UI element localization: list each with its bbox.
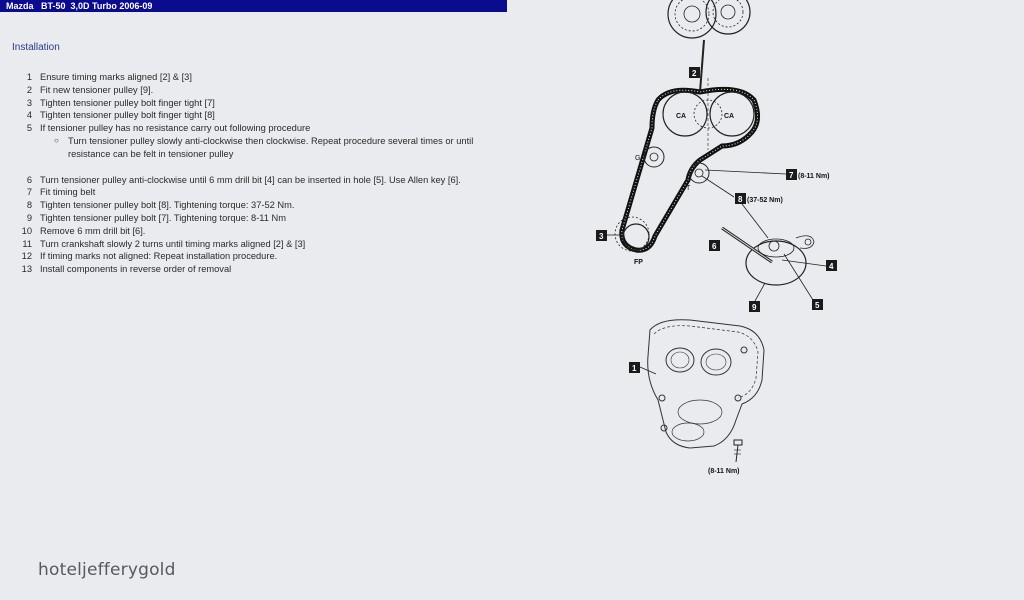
circle-bullet-icon: ○ [54, 135, 59, 145]
list-spacer [18, 161, 498, 174]
step-number: 8 [26, 200, 32, 211]
substep-item [18, 135, 498, 161]
bolt-7-torque: (8-11 Nm) [798, 173, 830, 180]
callout-7-leader [705, 170, 786, 174]
crank-pulley-label: FP [634, 259, 643, 266]
step-text: Turn tensioner pulley anti-clockwise until 6 mm drill bit [4] can be inserted in hole [5]. Use Allen key [6]. [40, 174, 461, 185]
step-text: If timing marks not aligned: Repeat installation procedure. [40, 251, 278, 262]
step-text: Ensure timing marks aligned [2] & [3] [40, 72, 192, 82]
step-item [18, 212, 498, 225]
callout-2-label: 2 [692, 69, 697, 78]
tensioner-detail-drawing [722, 228, 814, 285]
installation-steps [18, 71, 498, 276]
pump-bolt-torque: (8-11 Nm) [708, 468, 740, 475]
section-heading: Installation [12, 42, 60, 53]
top-sprockets-drawing [668, 0, 750, 92]
cam-left-label: CA [676, 113, 687, 120]
callout-1-label: 1 [632, 364, 637, 373]
timing-belt-diagram [560, 0, 860, 490]
step-item [18, 186, 498, 199]
bolt-8-torque: (37-52 Nm) [747, 197, 783, 204]
callout-6-label: 6 [712, 242, 717, 251]
step-number: 2 [26, 84, 32, 95]
step-number: 11 [22, 238, 32, 249]
substep-text: Turn tensioner pulley slowly anti-clockwise then clockwise. Repeat procedure several times or until resistance can be felt in tensioner pulley [68, 135, 474, 159]
pump-bolt-drawing [734, 440, 742, 462]
step-item [18, 238, 498, 251]
guide-pulley-drawing [644, 147, 664, 167]
callout-5-label: 5 [815, 301, 820, 310]
crank-pulley-drawing [623, 224, 649, 250]
callout-7-label: 7 [789, 171, 794, 180]
step-item [18, 97, 498, 110]
step-item [18, 84, 498, 97]
step-item [18, 225, 498, 238]
tensioner-pulley-hub-drawing [695, 169, 703, 177]
step-item [18, 109, 498, 122]
callout-5-leader [784, 254, 813, 300]
step-item [18, 174, 498, 187]
step-number: 10 [21, 225, 32, 236]
callout-8-label: 8 [738, 195, 743, 204]
callout-9-leader [755, 283, 765, 301]
step-item [18, 122, 498, 135]
step-text: If tensioner pulley has no resistance carry out following procedure [40, 123, 311, 134]
step-number: 6 [26, 174, 32, 185]
callout-9-label: 9 [752, 303, 757, 312]
step-number: 3 [26, 97, 32, 108]
step-text: Tighten tensioner pulley bolt [7]. Tightening torque: 8-11 Nm [40, 212, 286, 223]
step-item [18, 199, 498, 212]
step-number: 7 [26, 187, 32, 198]
step-number: 13 [21, 264, 32, 275]
step-number: 12 [21, 251, 32, 262]
step-text: Tighten tensioner pulley bolt [8]. Tightening torque: 37-52 Nm. [40, 200, 295, 211]
callout-4-label: 4 [829, 262, 834, 271]
step-text: Turn crankshaft slowly 2 turns until timing marks aligned [2] & [3] [40, 238, 306, 249]
callout-8-leader [702, 176, 734, 197]
step-text: Tighten tensioner pulley bolt finger tight [7] [40, 97, 215, 108]
step-text: Fit timing belt [40, 187, 96, 198]
step-number: 4 [26, 110, 32, 121]
step-item [18, 250, 498, 263]
step-item [18, 263, 498, 276]
guide-pulley-label: G [635, 155, 641, 162]
cam-right-label: CA [724, 113, 735, 120]
step-item [18, 71, 498, 84]
step-number: 9 [26, 212, 32, 223]
document-title-bar: Mazda BT-50 3,0D Turbo 2006-09 [0, 0, 507, 12]
callout-3-label: 3 [599, 232, 604, 241]
watermark-text: hoteljefferygold [38, 560, 176, 580]
step-number: 5 [26, 123, 32, 134]
step-text: Install components in reverse order of removal [40, 264, 232, 275]
step-number: 1 [26, 72, 32, 82]
tensioner-label: T [686, 185, 691, 192]
water-pump-housing-drawing [648, 320, 764, 448]
callout-8-leader-lower [742, 204, 768, 238]
step-text: Fit new tensioner pulley [9]. [40, 84, 154, 95]
step-text: Remove 6 mm drill bit [6]. [40, 225, 146, 236]
step-text: Tighten tensioner pulley bolt finger tight [8] [40, 110, 215, 121]
guide-pulley-hub-drawing [650, 153, 658, 161]
